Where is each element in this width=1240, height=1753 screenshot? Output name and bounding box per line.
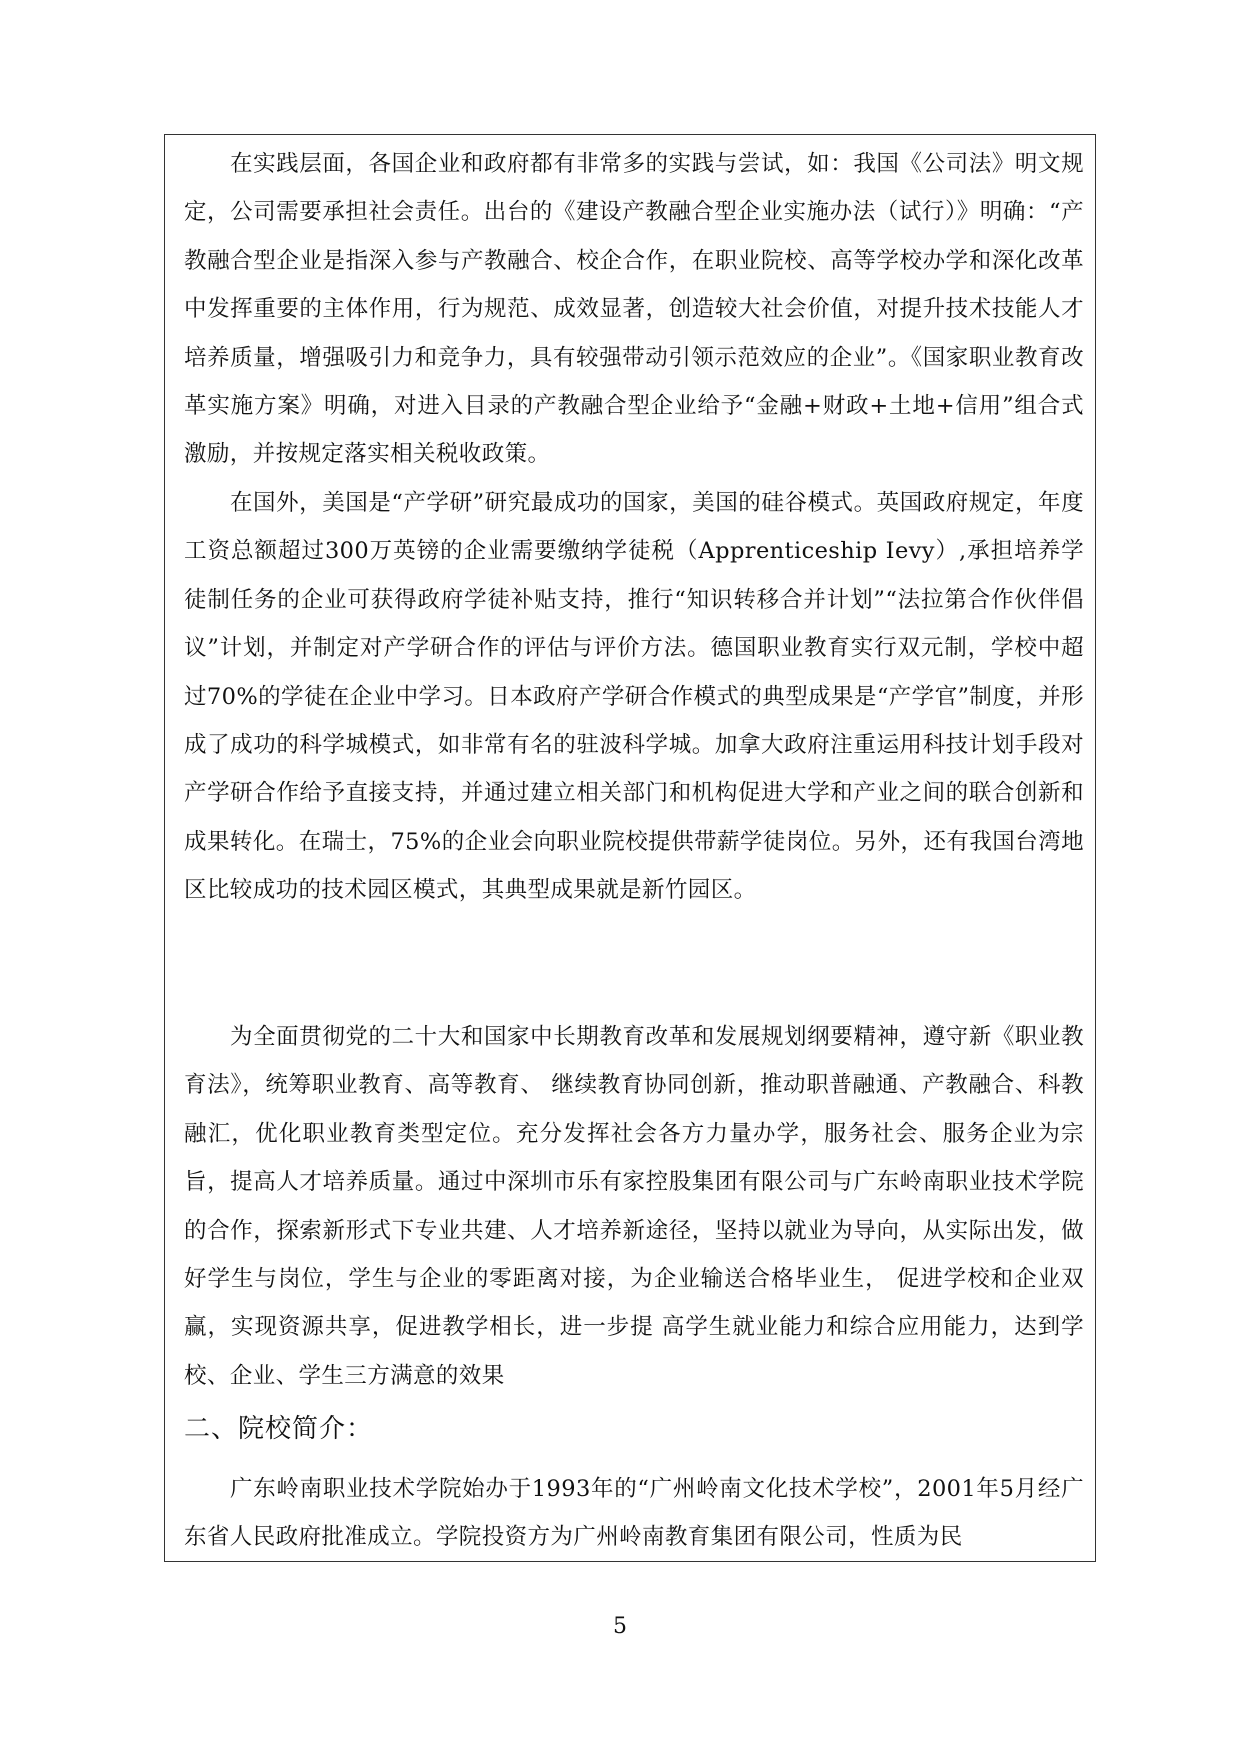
page-number: 5: [613, 1614, 627, 1639]
paragraph-abroad: 在国外，美国是“产学研”研究最成功的国家，美国的硅谷模式。英国政府规定，年度工资总额超过300万英镑的企业需要缴纳学徒税（Apprenticeship Ievy）,承担培养学徒制任务的企业可获得政府学徒补贴支持，推行“知识转移合并计划”“法拉第合作伙伴倡议”计划，并制定对产学研合作的评估与评价方法。德国职业教育实行双元制，学校中超过70%的学徒在企业中学习。日本政府产学研合作模式的典型成果是“产学官”制度，并形成了成功的科学城模式，如非常有名的驻波科学城。加拿大政府注重运用科技计划手段对产学研合作给予直接支持，并通过建立相关部门和机构促进大学和产业之间的联合创新和成果转化。在瑞士，75%的企业会向职业院校提供带薪学徒岗位。另外，还有我国台湾地区比较成功的技术园区模式，其典型成果就是新竹园区。: [184, 490, 1084, 904]
paragraph-college-intro: 广东岭南职业技术学院始办于1993年的“广州岭南文化技术学校”，2001年5月经广东省人民政府批准成立。学院投资方为广州岭南教育集团有限公司，性质为民: [184, 1476, 1084, 1551]
paragraph-practice: 在实践层面，各国企业和政府都有非常多的实践与尝试，如：我国《公司法》明文规定，公司需要承担社会责任。出台的《建设产教融合型企业实施办法（试行）》明确：“产教融合型企业是指深入参与产教融合、校企合作，在职业院校、高等学校办学和深化改革中发挥重要的主体作用，行为规范、成效显著，创造较大社会价值，对提升技术技能人才培养质量，增强吸引力和竞争力，具有较强带动引领示范效应的企业”。《国家职业教育改革实施方案》明确，对进入目录的产教融合型企业给予“金融+财政+土地+信用”组合式激励，并按规定落实相关税收政策。: [184, 151, 1084, 468]
section-heading-college-intro: 二、院校简介：: [184, 1414, 374, 1444]
paragraph-cooperation-goal: 为全面贯彻党的二十大和国家中长期教育改革和发展规划纲要精神，遵守新《职业教育法》，统筹职业教育、高等教育、 继续教育协同创新，推动职普融通、产教融合、科教融汇，优化职业教育类型定位。充分发挥社会各方力量办学，服务社会、服务企业为宗旨，提高人才培养质量。通过中深圳市乐有家控股集团有限公司与广东岭南职业技术学院的合作，探索新形式下专业共建、人才培养新途径，坚持以就业为导向，从实际出发，做好学生与岗位，学生与企业的零距离对接，为企业输送合格毕业生， 促进学校和企业双赢，实现资源共享，促进教学相长，进一步提 高学生就业能力和综合应用能力，达到学校、企业、学生三方满意的效果: [184, 1024, 1084, 1389]
